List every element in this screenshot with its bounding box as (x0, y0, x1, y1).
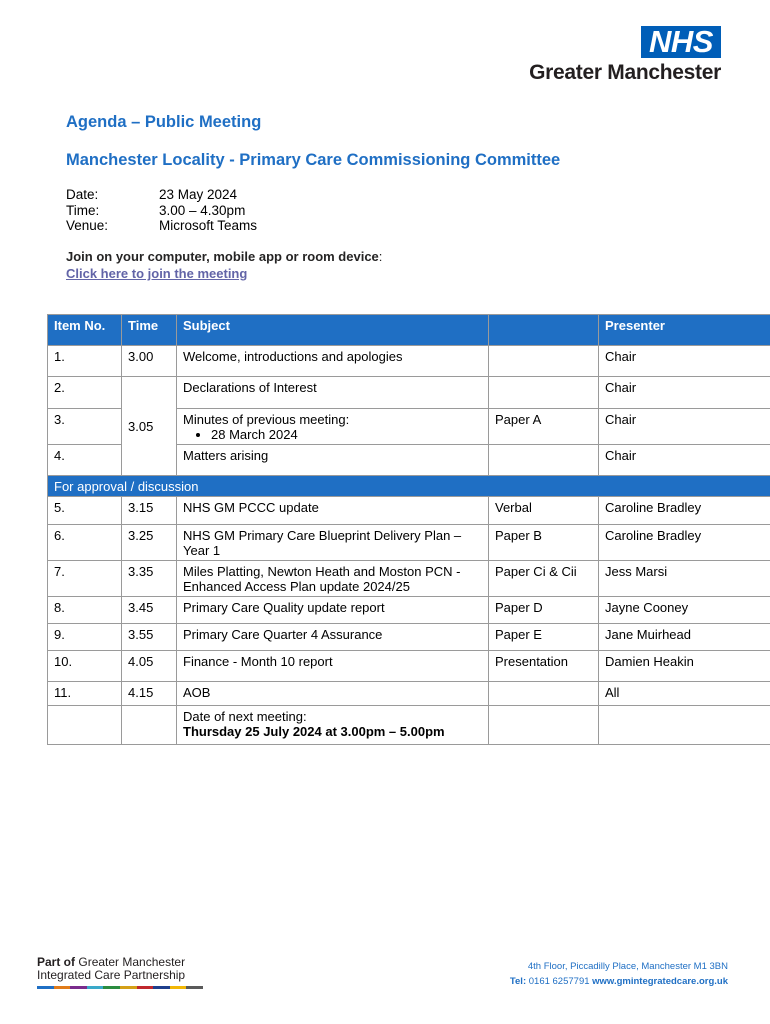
item-subject: Finance - Month 10 report (177, 651, 489, 682)
item-presenter: Caroline Bradley (599, 497, 770, 525)
item-subject: Miles Platting, Newton Heath and Moston PCN - Enhanced Access Plan update 2024/25 (177, 561, 489, 597)
header-item-no: Item No. (48, 315, 122, 346)
item-no: 2. (48, 377, 122, 409)
next-meeting-value: Thursday 25 July 2024 at 3.00pm – 5.00pm (183, 724, 445, 739)
item-time: 3.45 (122, 597, 177, 624)
stripe-segment (70, 986, 87, 989)
nhs-logo: NHS (641, 26, 721, 58)
item-time: 3.00 (122, 346, 177, 377)
item-presenter: Damien Heakin (599, 651, 770, 682)
date-value: 23 May 2024 (159, 187, 238, 202)
item-subject: Primary Care Quarter 4 Assurance (177, 624, 489, 651)
item-paper: Paper B (489, 525, 599, 561)
item-paper: Presentation (489, 651, 599, 682)
header-subject: Subject (177, 315, 489, 346)
item-paper: Paper D (489, 597, 599, 624)
item-subject: NHS GM PCCC update (177, 497, 489, 525)
tel-label: Tel: (509, 976, 527, 987)
footer-partnership (37, 956, 185, 982)
next-meeting-label: Date of next meeting: (183, 709, 307, 724)
committee-title: Manchester Locality - Primary Care Commissioning Committee (66, 151, 561, 169)
item-paper (489, 377, 599, 409)
item-paper: Paper E (489, 624, 599, 651)
item-no: 9. (48, 624, 122, 651)
header-paper (489, 315, 599, 346)
tel-value: 0161 6257791 (528, 976, 590, 987)
stripe-segment (54, 986, 71, 989)
item-paper (489, 445, 599, 476)
stripe-segment (87, 986, 104, 989)
bullet-item: • 28 March 2024 (211, 427, 482, 442)
time-label: Time: (66, 203, 100, 218)
table-header-row (48, 315, 770, 346)
table-row (48, 624, 770, 651)
header-presenter: Presenter (599, 315, 770, 346)
item-paper: Paper A (489, 409, 599, 445)
item-presenter: Jess Marsi (599, 561, 770, 597)
item-paper (489, 346, 599, 377)
stripe-segment (153, 986, 170, 989)
item-presenter: Chair (599, 409, 770, 445)
join-meeting-link[interactable]: Click here to join the meeting (66, 266, 248, 281)
table-row (48, 377, 770, 409)
item-no: 4. (48, 445, 122, 476)
item-no: 8. (48, 597, 122, 624)
section-label: For approval / discussion (48, 476, 770, 497)
item-no: 3. (48, 409, 122, 445)
item-no: 7. (48, 561, 122, 597)
stripe-segment (120, 986, 137, 989)
table-row (48, 651, 770, 682)
item-presenter: Chair (599, 377, 770, 409)
next-meeting-cell (177, 706, 489, 745)
section-row (48, 476, 770, 497)
table-row (48, 497, 770, 525)
item-presenter: Caroline Bradley (599, 525, 770, 561)
footer-tel-line (510, 974, 728, 989)
table-row (48, 597, 770, 624)
item-time: 3.35 (122, 561, 177, 597)
item-presenter: Chair (599, 346, 770, 377)
part-of-label: Part of (37, 955, 76, 969)
item-time: 3.25 (122, 525, 177, 561)
website-link[interactable]: www.gmintegratedcare.org.uk (592, 976, 728, 987)
table-row (48, 682, 770, 706)
org-name: Greater Manchester (529, 61, 721, 84)
item-time: 4.15 (122, 682, 177, 706)
item-subject: Primary Care Quality update report (177, 597, 489, 624)
item-presenter: Jayne Cooney (599, 597, 770, 624)
table-row (48, 561, 770, 597)
item-no: 5. (48, 497, 122, 525)
footer-address: 4th Floor, Piccadilly Place, Manchester M1 3BN (527, 961, 728, 972)
item-time: 3.55 (122, 624, 177, 651)
partnership-line2: Integrated Care Partnership (37, 968, 186, 982)
item-subject (177, 409, 489, 445)
item-no (48, 706, 122, 745)
item-subject: AOB (177, 682, 489, 706)
stripe-segment (137, 986, 154, 989)
item-paper: Verbal (489, 497, 599, 525)
header-time: Time (122, 315, 177, 346)
item-no: 6. (48, 525, 122, 561)
item-presenter (599, 706, 770, 745)
stripe-segment (37, 986, 54, 989)
item-presenter: Chair (599, 445, 770, 476)
table-row (48, 346, 770, 377)
footer-contact (510, 959, 728, 989)
item-time: 3.15 (122, 497, 177, 525)
item-subject: Declarations of Interest (177, 377, 489, 409)
item-presenter: Jane Muirhead (599, 624, 770, 651)
date-label: Date: (66, 187, 99, 202)
venue-label: Venue: (66, 218, 109, 233)
colour-stripe (37, 986, 203, 989)
time-value: 3.00 – 4.30pm (159, 203, 246, 218)
table-row (48, 525, 770, 561)
stripe-segment (186, 986, 203, 989)
item-no: 1. (48, 346, 122, 377)
stripe-segment (170, 986, 187, 989)
item-time (122, 706, 177, 745)
item-no: 10. (48, 651, 122, 682)
subject-text: Minutes of previous meeting: (183, 412, 350, 427)
stripe-segment (103, 986, 120, 989)
table-row (48, 706, 770, 745)
item-no: 11. (48, 682, 122, 706)
item-subject: NHS GM Primary Care Blueprint Delivery Plan – Year 1 (177, 525, 489, 561)
venue-value: Microsoft Teams (159, 218, 258, 233)
item-paper: Paper Ci & Cii (489, 561, 599, 597)
agenda-title: Agenda – Public Meeting (66, 113, 262, 131)
item-subject: Welcome, introductions and apologies (177, 346, 489, 377)
item-presenter: All (599, 682, 770, 706)
partnership-line1: Greater Manchester (78, 955, 186, 969)
item-subject: Matters arising (177, 445, 489, 476)
subject-bullets (183, 427, 482, 442)
item-paper (489, 706, 599, 745)
item-time-merged: 3.05 (122, 377, 177, 476)
agenda-table (47, 314, 770, 745)
item-paper (489, 682, 599, 706)
item-time: 4.05 (122, 651, 177, 682)
join-instructions: Join on your computer, mobile app or room device: (66, 249, 383, 264)
